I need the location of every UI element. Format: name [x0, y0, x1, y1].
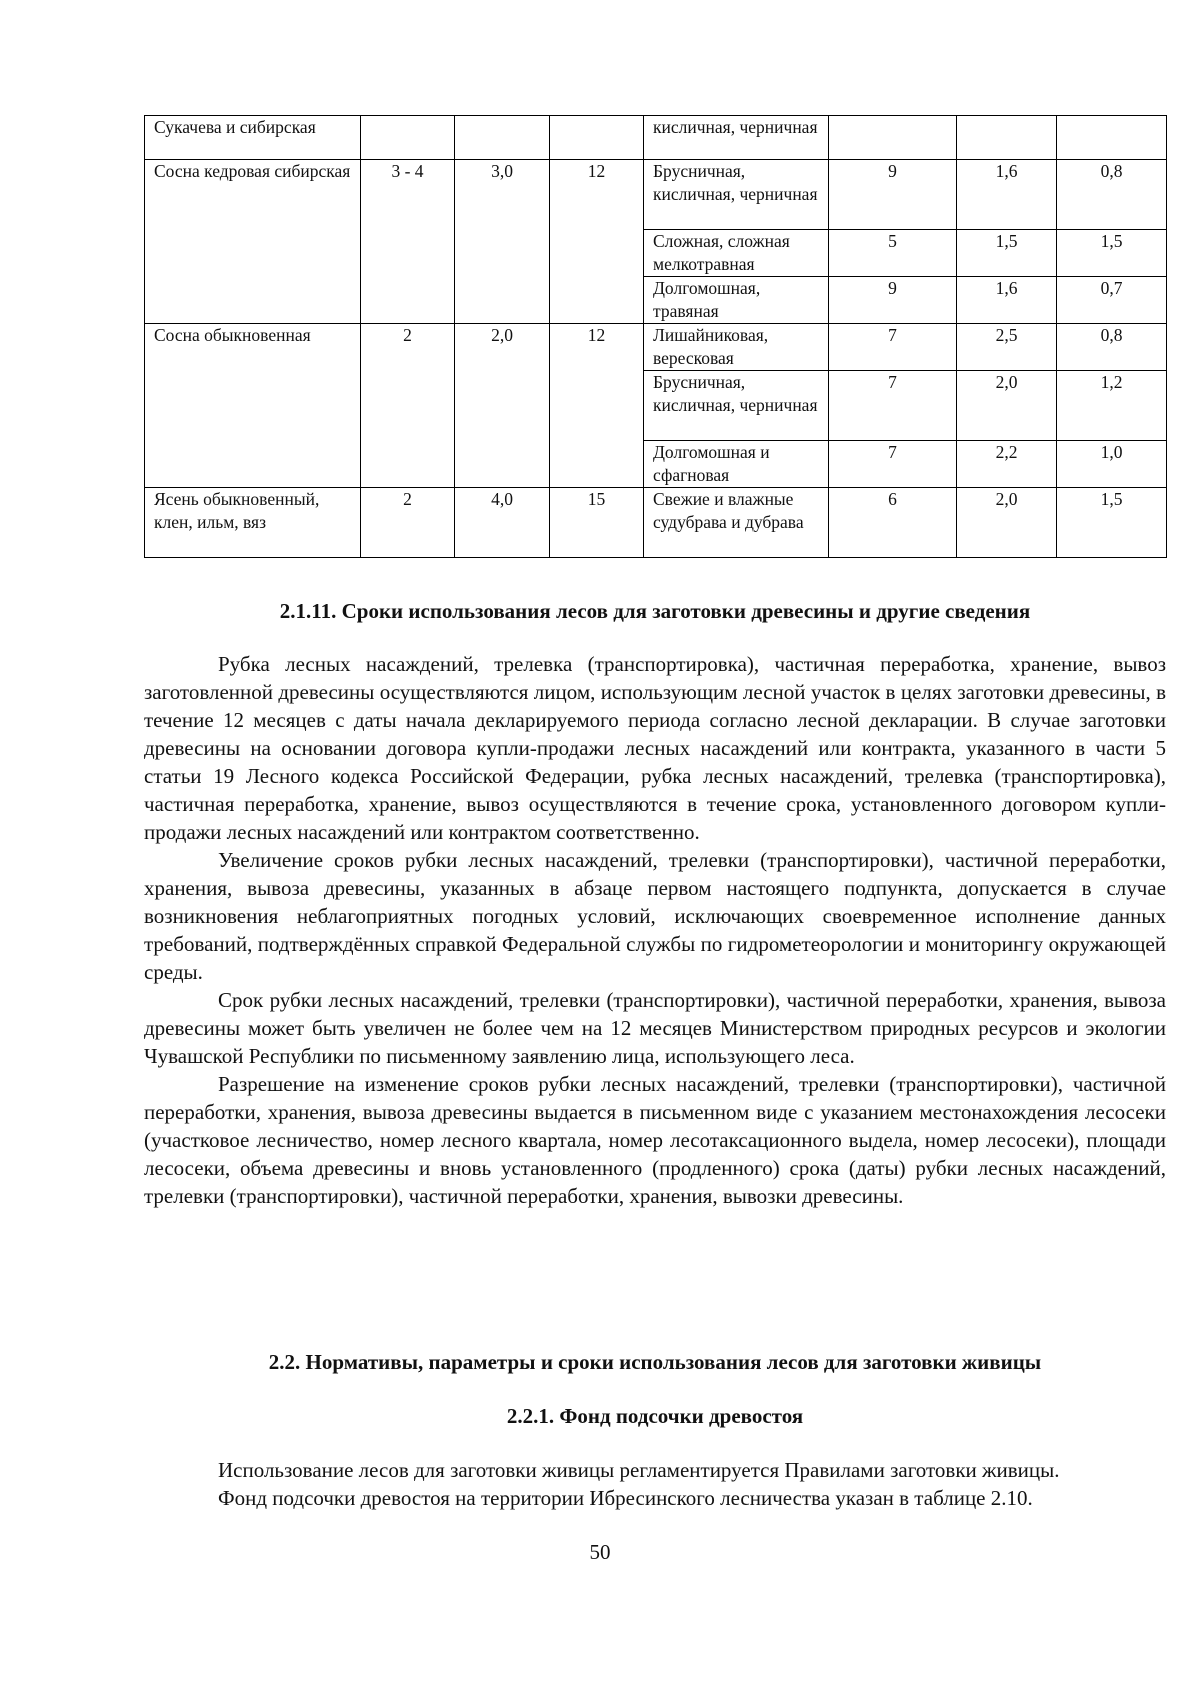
species-cell: Сосна кедровая сибирская [145, 160, 361, 324]
forest-type-cell: кисличная, черничная [644, 116, 829, 160]
table-cell: 1,5 [1057, 488, 1167, 558]
species-cell: Сосна обыкновенная [145, 324, 361, 488]
paragraph: Использование лесов для заготовки живицы регламентируется Правилами заготовки живицы. [218, 1458, 1060, 1482]
forest-type-cell: Долгомошная, травяная [644, 277, 829, 324]
section-heading-2-2-1: 2.2.1. Фонд подсочки древостоя [506, 1404, 804, 1428]
table-cell: 12 [550, 324, 644, 488]
forest-type-cell: Свежие и влажные судубрава и дубрава [644, 488, 829, 558]
table-cell: 3,0 [455, 160, 550, 324]
section-body-2-1-11 [144, 650, 1166, 1210]
table-row [145, 488, 1167, 558]
table-cell: 2 [361, 488, 455, 558]
table-cell: 15 [550, 488, 644, 558]
section-heading-2-2: 2.2. Нормативы, параметры и сроки использования лесов для заготовки живицы [268, 1350, 1042, 1374]
paragraph: Фонд подсочки древостоя на территории Ибресинского лесничества указан в таблице 2.10. [218, 1486, 1033, 1510]
paragraph: Срок рубки лесных насаждений, трелевки (транспортировки), частичной переработки, хранения, вывоза древесины может быть увеличен не более чем на 12 месяцев Министерством природных ресурсов и экологии Чувашской Республики по письменному заявлению лица, использующего леса. [144, 988, 1166, 1068]
page-number: 50 [589, 1540, 611, 1564]
table-cell: 9 [829, 160, 957, 230]
forest-type-cell: Брусничная, кисличная, черничная [644, 160, 829, 230]
table-cell: 1,6 [957, 277, 1057, 324]
table-cell: 0,8 [1057, 324, 1167, 371]
paragraph: Рубка лесных насаждений, трелевка (транспортировка), частичная переработка, хранение, вывоз заготовленной древесины осуществляются лицом, использующим лесной участок в целях заготовки древесины, в течение 12 месяцев с даты начала декларируемого периода согласно лесной декларации. В случае заготовки древесины на основании договора купли-продажи лесных насаждений или контракта, указанного в части 5 статьи 19 Лесного кодекса Российской Федерации, рубка лесных насаждений, трелевка (транспортировка), частичная переработка, хранение, вывоз осуществляются в течение срока, установленного договором купли-продажи лесных насаждений или контрактом соответственно. [144, 652, 1166, 844]
table-cell: 2,5 [957, 324, 1057, 371]
table-cell: 5 [829, 230, 957, 277]
table-cell [829, 116, 957, 160]
table-cell: 2,0 [455, 324, 550, 488]
table-cell: 7 [829, 324, 957, 371]
table-cell: 1,2 [1057, 371, 1167, 441]
table-cell: 4,0 [455, 488, 550, 558]
table-cell: 7 [829, 371, 957, 441]
forest-type-cell: Долгомошная и сфагновая [644, 441, 829, 488]
table-cell: 0,8 [1057, 160, 1167, 230]
species-cell: Сукачева и сибирская [145, 116, 361, 160]
table-cell [361, 116, 455, 160]
section-body-2-2-1 [144, 1456, 1166, 1512]
table-row [145, 116, 1167, 160]
table-cell: 2 [361, 324, 455, 488]
table-cell: 2,2 [957, 441, 1057, 488]
species-cell: Ясень обыкновенный, клен, ильм, вяз [145, 488, 361, 558]
forest-type-cell: Брусничная, кисличная, черничная [644, 371, 829, 441]
table-cell [1057, 116, 1167, 160]
table-cell: 2,0 [957, 488, 1057, 558]
table-cell: 1,5 [1057, 230, 1167, 277]
section-heading-2-1-11: 2.1.11. Сроки использования лесов для заготовки древесины и другие сведения [279, 599, 1031, 623]
table-cell: 9 [829, 277, 957, 324]
table-cell: 0,7 [1057, 277, 1167, 324]
table-cell [550, 116, 644, 160]
table-cell [957, 116, 1057, 160]
table-cell: 12 [550, 160, 644, 324]
paragraph: Увеличение сроков рубки лесных насаждений, трелевки (транспортировки), частичной переработки, хранения, вывоза древесины, указанных в абзаце первом настоящего подпункта, допускается в случае возникновения неблагоприятных погодных условий, исключающих своевременное исполнение данных требований, подтверждённых справкой Федеральной службы по гидрометеорологии и мониторингу окружающей среды. [144, 848, 1166, 984]
forest-type-cell: Лишайниковая, вересковая [644, 324, 829, 371]
table-cell: 3 - 4 [361, 160, 455, 324]
table-row [145, 324, 1167, 371]
table-cell: 6 [829, 488, 957, 558]
table-cell: 1,5 [957, 230, 1057, 277]
table-cell [455, 116, 550, 160]
table-cell: 2,0 [957, 371, 1057, 441]
table-cell: 1,0 [1057, 441, 1167, 488]
forest-norms-table [144, 115, 1167, 558]
forest-type-cell: Сложная, сложная мелкотравная [644, 230, 829, 277]
table-cell: 1,6 [957, 160, 1057, 230]
table-row [145, 160, 1167, 230]
table-cell: 7 [829, 441, 957, 488]
paragraph: Разрешение на изменение сроков рубки лесных насаждений, трелевки (транспортировки), частичной переработки, хранения, вывоза древесины выдается в письменном виде с указанием местонахождения лесосеки (участковое лесничество, номер лесного квартала, номер лесотаксационного выдела, номер лесосеки), площади лесосеки, объема древесины и вновь установленного (продленного) срока (даты) рубки лесных насаждений, трелевки (транспортировки), частичной переработки, хранения, вывозки древесины. [144, 1072, 1166, 1208]
